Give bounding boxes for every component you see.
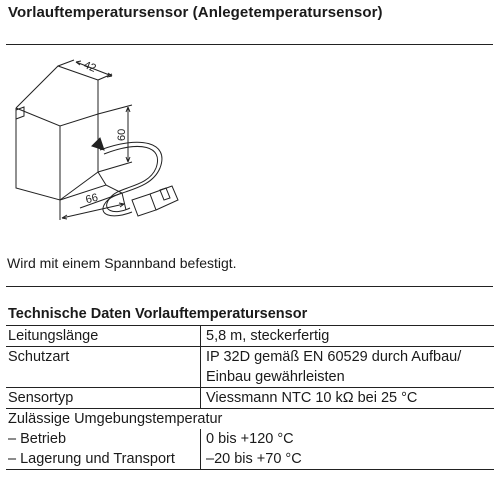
spec-value: –20 bis +70 °C xyxy=(201,449,495,470)
table-row xyxy=(6,429,494,449)
spec-value-line-1: IP 32D gemäß EN 60529 durch Aufbau/ xyxy=(206,349,462,365)
spec-value xyxy=(201,347,495,388)
sensor-dimension-drawing xyxy=(0,50,260,240)
mounting-note: Wird mit einem Spannband befestigt. xyxy=(7,255,237,271)
spec-group-label: Zulässige Umgebungstemperatur xyxy=(6,409,494,430)
dimension-length-label: 66 xyxy=(84,191,100,207)
dimension-width-label: 42 xyxy=(81,59,98,75)
dimension-height-label: 60 xyxy=(116,128,128,141)
spec-value: 0 bis +120 °C xyxy=(201,429,495,449)
table-row xyxy=(6,326,494,347)
spec-label: – Lagerung und Transport xyxy=(6,449,201,470)
section-divider xyxy=(6,286,493,287)
spec-label: Leitungslänge xyxy=(6,326,201,347)
document-title: Vorlauftemperatursensor (Anlegetemperatursensor) xyxy=(8,4,383,21)
specs-title: Technische Daten Vorlauftemperatursensor xyxy=(8,306,308,322)
table-row xyxy=(6,449,494,470)
sensor-drawing-svg xyxy=(0,50,260,240)
spec-label: Sensortyp xyxy=(6,388,201,409)
spec-value: 5,8 m, steckerfertig xyxy=(201,326,495,347)
table-row xyxy=(6,388,494,409)
specs-table xyxy=(6,325,494,470)
spec-value: Viessmann NTC 10 kΩ bei 25 °C xyxy=(201,388,495,409)
spec-label: Schutzart xyxy=(6,347,201,388)
spec-label: – Betrieb xyxy=(8,431,67,447)
table-row xyxy=(6,347,494,388)
table-row xyxy=(6,409,494,430)
title-divider xyxy=(6,44,493,45)
spec-value-line-2: Einbau gewährleisten xyxy=(206,369,345,385)
